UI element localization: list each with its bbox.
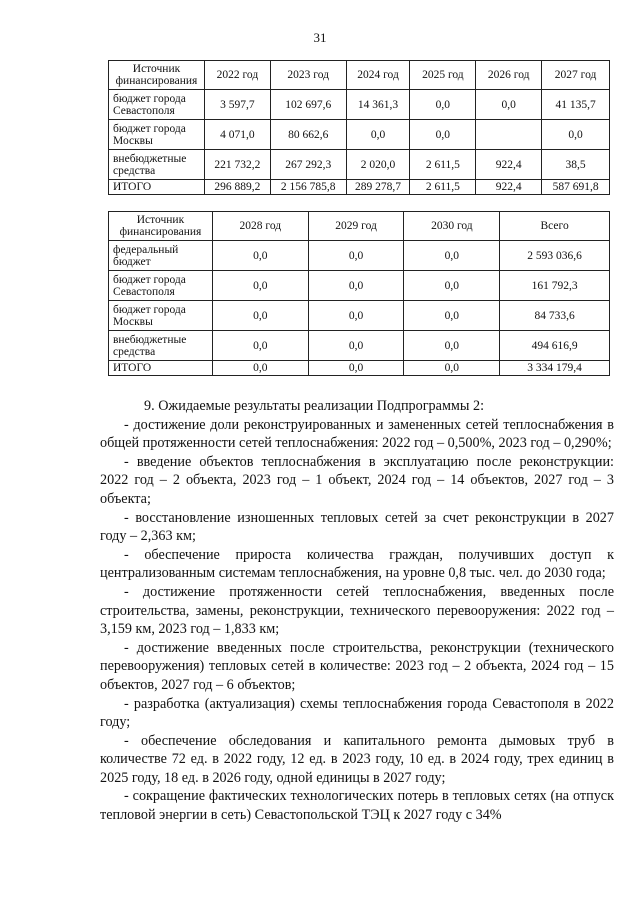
table-cell: 0,0 xyxy=(410,120,476,150)
column-header-2026: 2026 год xyxy=(476,61,542,90)
table-cell: 494 616,9 xyxy=(500,331,610,361)
table-header-row xyxy=(109,61,610,90)
table-cell: 3 597,7 xyxy=(204,90,270,120)
table-cell-total-label: ИТОГО xyxy=(109,361,213,376)
table-cell-source: внебюджетные средства xyxy=(109,150,205,180)
table-cell: 38,5 xyxy=(542,150,610,180)
section-heading: 9. Ожидаемые результаты реализации Подпрограммы 2: xyxy=(144,398,485,414)
table-row xyxy=(109,120,610,150)
table-cell: 0,0 xyxy=(308,241,404,271)
table-cell: 2 020,0 xyxy=(346,150,410,180)
list-item: - сокращение фактических технологических потерь в тепловых сетях (на отпуск тепловой энергии в сеть) Севастопольской ТЭЦ к 2027 году с 34% xyxy=(100,788,614,824)
table-cell: 289 278,7 xyxy=(346,180,410,195)
list-item: - достижение доли реконструированных и замененных сетей теплоснабжения в общей протяженности сетей теплоснабжения: 2022 год – 0,500%, 2023 год – 0,290%; xyxy=(100,416,614,452)
table-row xyxy=(109,241,610,271)
column-header-2030: 2030 год xyxy=(404,212,500,241)
table-cell: 0,0 xyxy=(542,120,610,150)
table-cell: 0,0 xyxy=(410,90,476,120)
table-cell: 0,0 xyxy=(308,271,404,301)
table-cell: 4 071,0 xyxy=(204,120,270,150)
column-header-2022: 2022 год xyxy=(204,61,270,90)
table-cell: 0,0 xyxy=(308,331,404,361)
column-header-source: Источник финансирования xyxy=(109,212,213,241)
table-cell: 922,4 xyxy=(476,180,542,195)
table-row xyxy=(109,331,610,361)
column-header-source: Источник финансирования xyxy=(109,61,205,90)
table-cell: 80 662,6 xyxy=(270,120,346,150)
column-header-2023: 2023 год xyxy=(270,61,346,90)
table-cell: 0,0 xyxy=(212,271,308,301)
table-cell-source: бюджет города Севастополя xyxy=(109,271,213,301)
list-item: - достижение протяженности сетей теплоснабжения, введенных после строительства, замены, реконструкции, технического перевооружения: 2022 год – 3,159 км, 2023 год – 1,833 км; xyxy=(100,583,614,638)
column-header-2028: 2028 год xyxy=(212,212,308,241)
table-cell: 0,0 xyxy=(404,331,500,361)
table-cell: 14 361,3 xyxy=(346,90,410,120)
list-item: - восстановление изношенных тепловых сетей за счет реконструкции в 2027 году – 2,363 км; xyxy=(100,509,614,545)
column-header-2024: 2024 год xyxy=(346,61,410,90)
table-cell: 0,0 xyxy=(212,241,308,271)
table-cell: 0,0 xyxy=(476,90,542,120)
table-cell: 0,0 xyxy=(212,361,308,376)
table-cell: 102 697,6 xyxy=(270,90,346,120)
table-cell: 2 156 785,8 xyxy=(270,180,346,195)
page-number: 31 xyxy=(313,30,327,45)
column-header-2027: 2027 год xyxy=(542,61,610,90)
table-cell: 0,0 xyxy=(212,301,308,331)
table-cell: 2 611,5 xyxy=(410,180,476,195)
list-item: - обеспечение обследования и капитального ремонта дымовых труб в количестве 72 ед. в 2022 году, 12 ед. в 2023 году, 10 ед. в 2024 году, трех единиц в 2025 году, 18 ед. в 2026 году, одной единицы в 2027 году; xyxy=(100,732,614,786)
table-total-row xyxy=(109,361,610,376)
table-row xyxy=(109,271,610,301)
table-cell xyxy=(476,120,542,150)
table-cell: 0,0 xyxy=(404,241,500,271)
expected-results-section xyxy=(100,397,614,825)
table-cell-source: бюджет города Севастополя xyxy=(109,90,205,120)
column-header-2029: 2029 год xyxy=(308,212,404,241)
table-cell: 41 135,7 xyxy=(542,90,610,120)
table-row xyxy=(109,301,610,331)
column-header-total: Всего xyxy=(500,212,610,241)
table-cell-source: федеральный бюджет xyxy=(109,241,213,271)
table-cell-source: внебюджетные средства xyxy=(109,331,213,361)
table-header-row xyxy=(109,212,610,241)
table-cell: 0,0 xyxy=(308,361,404,376)
list-item: - достижение введенных после строительства, реконструкции (технического перевооружения) тепловых сетей в количестве: 2023 год – 2 объекта, 2024 год – 15 объектов, 2027 год – 6 объектов; xyxy=(100,639,614,693)
table-cell-source: бюджет города Москвы xyxy=(109,120,205,150)
table-cell: 2 593 036,6 xyxy=(500,241,610,271)
table-cell: 3 334 179,4 xyxy=(500,361,610,376)
table-cell: 587 691,8 xyxy=(542,180,610,195)
table-cell: 221 732,2 xyxy=(204,150,270,180)
table-row xyxy=(109,150,610,180)
table-cell-source: бюджет города Москвы xyxy=(109,301,213,331)
list-item: - обеспечение прироста количества граждан, получивших доступ к централизованным системам теплоснабжения, на уровне 0,8 тыс. чел. до 2030 года; xyxy=(100,546,614,582)
list-item: - введение объектов теплоснабжения в эксплуатацию после реконструкции: 2022 год – 2 объекта, 2023 год – 1 объект, 2024 год – 14 объектов, 2027 год – 3 объекта; xyxy=(100,453,614,507)
table-cell: 296 889,2 xyxy=(204,180,270,195)
financing-table-2028-2030-total xyxy=(108,211,610,376)
table-cell: 0,0 xyxy=(308,301,404,331)
table-cell: 267 292,3 xyxy=(270,150,346,180)
table-cell: 0,0 xyxy=(212,331,308,361)
table-cell: 922,4 xyxy=(476,150,542,180)
table-cell-total-label: ИТОГО xyxy=(109,180,205,195)
table-cell: 0,0 xyxy=(404,271,500,301)
table-cell: 161 792,3 xyxy=(500,271,610,301)
table-total-row xyxy=(109,180,610,195)
financing-table-2022-2027 xyxy=(108,60,610,195)
column-header-2025: 2025 год xyxy=(410,61,476,90)
list-item: - разработка (актуализация) схемы теплоснабжения города Севастополя в 2022 году; xyxy=(100,695,614,731)
table-cell: 84 733,6 xyxy=(500,301,610,331)
table-cell: 0,0 xyxy=(404,301,500,331)
table-row xyxy=(109,90,610,120)
table-cell: 0,0 xyxy=(404,361,500,376)
table-cell: 2 611,5 xyxy=(410,150,476,180)
table-cell: 0,0 xyxy=(346,120,410,150)
